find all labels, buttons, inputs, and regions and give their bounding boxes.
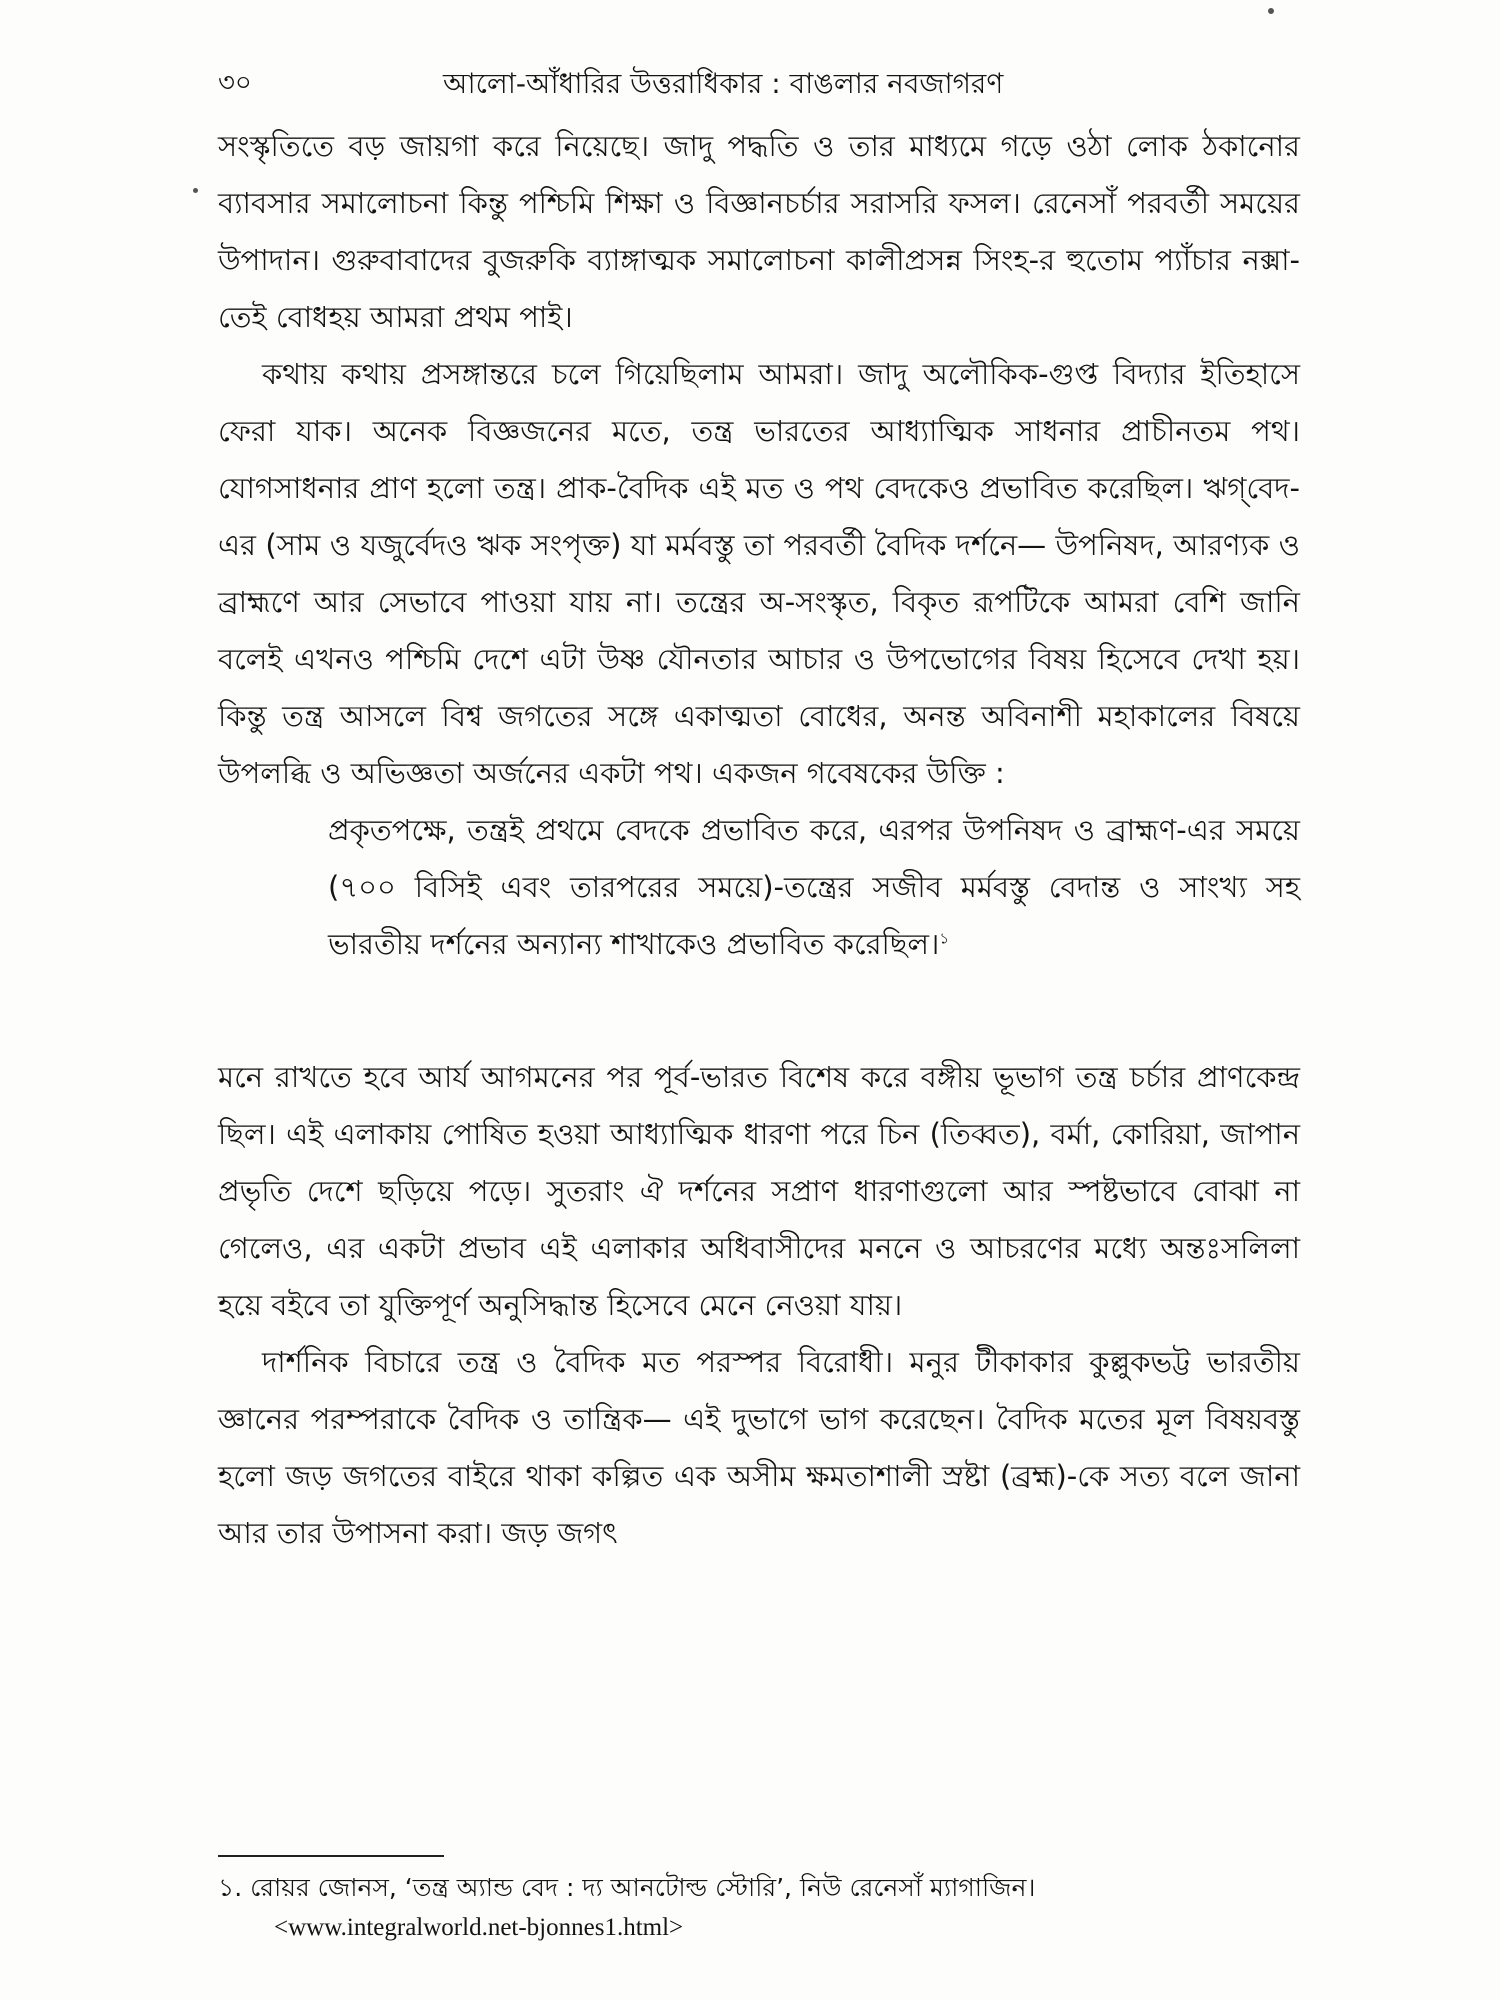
paragraph-1 [218,118,1300,346]
text-line: এখনও পশ্চিমি দেশে এটা উষ্ণ যৌনতার আচার ও উপভোগের বিষয় হিসেবে [294,642,1180,676]
text-line: মর্মবস্তু তা পরবর্তী বৈদিক দর্শনে— উপনিষদ, আরণ্যক ও ব্রাহ্মণে আর সেভাবে [218,528,1301,619]
text-line: বেদকেও প্রভাবিত করেছিল। ঋগ্‌বেদ-এর (সাম ও যজুর্বেদও ঋক সংপৃক্ত) যা [218,471,1300,562]
text-line: কালীপ্রসন্ন সিংহ-র হুতোম প্যাঁচার নক্সা-তেই বোধহয় আমরা প্রথম পাই। [218,243,1300,334]
paragraph-2 [218,346,1300,802]
text-line: (তিব্বত), বর্মা, কোরিয়া, জাপান প্রভৃতি দেশে ছড়িয়ে পড়ে। সুতরাং ঐ দর্শনের [218,1117,1301,1208]
text-line: ক্ষমতাশালী স্রষ্টা (ব্রহ্ম)-কে সত্য বলে জানা আর তার উপাসনা করা। জড় জগৎ [218,1459,1300,1550]
text-line: কথায় কথায় প্রসঙ্গান্তরে চলে গিয়েছিলাম আমরা। জাদু অলৌকিক-গুপ্ত বিদ্যার [262,357,1186,391]
paragraph-4 [218,1334,1300,1562]
footnote-text: ১. রোয়র জোনস, ‘তন্ত্র অ্যান্ড বেদ : দ্য আনটোল্ড স্টোরি’, নিউ রেনেসাঁ ম্যাগাজিন। [218,1873,1036,1902]
text-line: প্রকৃতপক্ষে, তন্ত্রই প্রথমে বেদকে প্রভাবিত করে, এরপর উপনিষদ ও [328,813,1095,847]
footnote-divider [218,1855,444,1857]
text-line: সংস্কৃতিতে বড় জায়গা করে নিয়েছে। জাদু পদ্ধতি ও তার মাধ্যমে গড়ে ওঠা লোক [218,129,1189,163]
text-line: ঠকানোর ব্যাবসার সমালোচনা কিন্তু পশ্চিমি শিক্ষা ও বিজ্ঞানচর্চার সরাসরি ফসল। [218,129,1300,220]
page-number: ৩০ [218,68,252,98]
text-line: প্রাচীনতম পথ। যোগসাধনার প্রাণ হলো তন্ত্র। প্রাক-বৈদিক এই মত ও পথ [218,414,1300,505]
text-line: মনে রাখতে হবে আর্য আগমনের পর পূর্ব-ভারত বিশেষ করে বঙ্গীয় ভূভাগ তন্ত্র [218,1060,1118,1094]
scan-speck [193,188,198,193]
text-line: যুক্তিপূর্ণ অনুসিদ্ধান্ত হিসেবে মেনে নেওয়া যায়। [378,1288,903,1322]
text-line: ভারতীয় জ্ঞানের পরম্পরাকে বৈদিক ও তান্ত্রিক— এই দুভাগে ভাগ করেছেন। [218,1345,1300,1436]
text-line: করেছিল। [833,927,940,961]
scan-speck [1268,8,1274,14]
text-line: গবেষকের উক্তি : [806,756,1005,790]
text-line: পাওয়া যায় না। তন্ত্রের অ-সংস্কৃত, বিকৃত রূপটিকে আমরা বেশি জানি বলেই [218,585,1300,676]
text-line: দার্শনিক বিচারে তন্ত্র ও বৈদিক মত পরস্পর বিরোধী। মনুর টীকাকার কুল্লুকভট্ট [262,1345,1191,1379]
footnote-marker[interactable]: ১ [939,929,950,948]
text-line: মর্মবস্তু বেদান্ত ও সাংখ্য সহ ভারতীয় দর্শনের অন্যান্য শাখাকেও প্রভাবিত [328,870,1301,961]
text-line: দেখা হয়। কিন্তু তন্ত্র আসলে বিশ্ব জগতের সঙ্গে একাত্মতা বোধের, অনন্ত [218,642,1301,733]
paragraph-3 [218,1049,1300,1334]
text-line: ইতিহাসে ফেরা যাক। অনেক বিজ্ঞজনের মতে, তন্ত্র ভারতের আধ্যাত্মিক সাধনার [218,357,1300,448]
text-line: এলাকার অধিবাসীদের মননে ও আচরণের মধ্যে অন্তঃসলিলা হয়ে বইবে তা [218,1231,1301,1322]
text-line: ব্রাহ্মণ-এর সময়ে (৭০০ বিসিই এবং তারপরের সময়ে)-তন্ত্রের সজীব [328,813,1301,904]
footnote [218,1868,1300,1948]
block-quote [218,802,1300,973]
body-text [218,118,1300,1562]
running-title: আলো-আঁধারির উত্তরাধিকার : বাঙলার নবজাগরণ [443,67,1004,100]
text-line: চর্চার প্রাণকেন্দ্র ছিল। এই এলাকায় পোষিত হওয়া আধ্যাত্মিক ধারণা পরে চিন [218,1060,1300,1151]
quote-text [328,802,1300,973]
text-line: অবিনাশী মহাকালের বিষয়ে উপলব্ধি ও অভিজ্ঞতা অর্জনের একটা পথ। একজন [218,699,1300,790]
text-line: রেনেসাঁ পরবর্তী সময়ের উপাদান। গুরুবাবাদের বুজরুকি ব্যাঙ্গাত্মক সমালোচনা [218,186,1300,277]
running-head [218,58,1300,102]
text-line: বৈদিক মতের মূল বিষয়বস্তু হলো জড় জগতের বাইরে থাকা কল্পিত এক অসীম [218,1402,1300,1493]
text-line: সপ্রাণ ধারণাগুলো আর স্পষ্টভাবে বোঝা না গেলেও, এর একটা প্রভাব এই [218,1174,1301,1265]
footnote-url[interactable]: <www.integralworld.net-bjonnes1.html> [274,1914,684,1941]
